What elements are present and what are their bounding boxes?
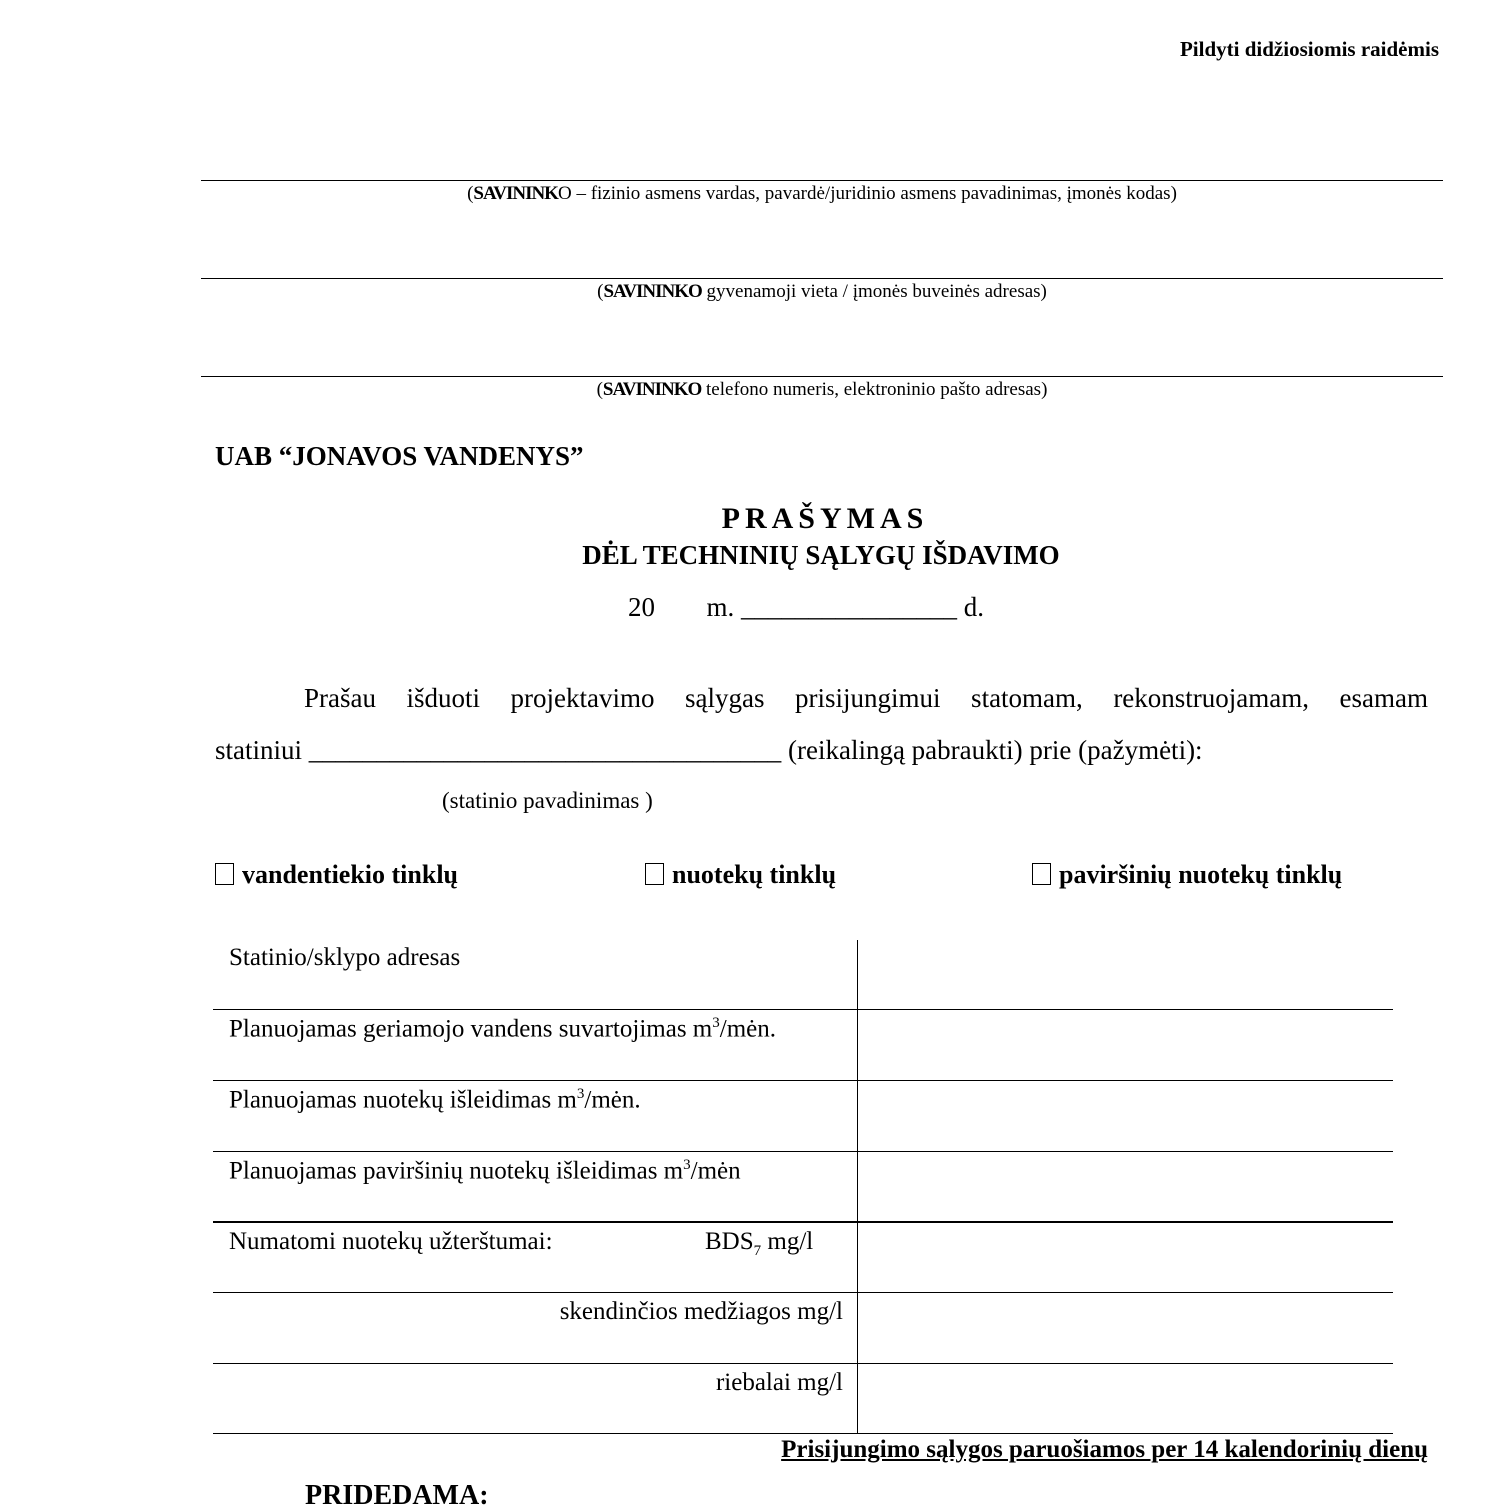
table-row-divider: [213, 1363, 1393, 1364]
label-unit: /mėn: [690, 1157, 741, 1185]
checkbox-icon[interactable]: [645, 863, 664, 885]
owner-contact-caption: [201, 379, 1443, 401]
label-unit: /mėn.: [584, 1086, 641, 1114]
table-value-cell[interactable]: [860, 1082, 1390, 1150]
checkbox-surface-wastewater[interactable]: [1032, 860, 1342, 890]
paren: (: [596, 379, 603, 400]
owner-address-caption: [201, 281, 1443, 303]
date-day-blank[interactable]: ________________: [741, 592, 958, 622]
attachments-heading: PRIDEDAMA:: [305, 1480, 489, 1511]
checkbox-water-supply[interactable]: [215, 860, 458, 890]
table-row-divider: [213, 1292, 1393, 1293]
label-text: Planuojamas nuotekų išleidimas m: [229, 1086, 577, 1114]
document-title: PRAŠYMAS: [721, 502, 929, 535]
table-row-label: [229, 1157, 741, 1185]
label-sup: 3: [712, 1015, 720, 1031]
request-paragraph-line2: statiniui ___________________________________ (reikalingą pabraukti) prie (pažymėti):: [215, 735, 1203, 765]
checkbox-label: paviršinių nuotekų tinklų: [1059, 860, 1343, 889]
paren: (: [597, 281, 604, 302]
date-month-label: m.: [706, 592, 735, 622]
footer-note: Prisijungimo sąlygos paruošiamos per 14 kalendorinių dienų: [781, 1436, 1428, 1463]
header-note: Pildyti didžiosiomis raidėmis: [1179, 37, 1439, 61]
table-value-cell[interactable]: [860, 1294, 1390, 1362]
table-row-divider: [213, 1433, 1393, 1434]
table-row-label: [229, 1015, 776, 1043]
table-row-divider: [213, 1221, 1393, 1223]
owner-name-line[interactable]: [201, 180, 1443, 181]
paren: (: [467, 183, 474, 204]
table-row-divider: [213, 1151, 1393, 1152]
checkbox-icon[interactable]: [215, 863, 234, 885]
caption-text: O – fizinio asmens vardas, pavardė/juridinio asmens pavadinimas, įmonės kodas): [557, 183, 1177, 204]
date-line: [628, 592, 984, 623]
date-year-prefix[interactable]: 20: [628, 592, 655, 622]
document-subtitle: DĖL TECHNINIŲ SĄLYGŲ IŠDAVIMO: [582, 540, 1060, 570]
table-row-divider: [213, 1080, 1393, 1081]
owner-address-line[interactable]: [201, 278, 1443, 279]
caption-text: telefono numeris, elektroninio pašto adresas): [701, 379, 1048, 400]
owner-contact-line[interactable]: [201, 376, 1443, 377]
checkbox-label: nuotekų tinklų: [672, 860, 837, 889]
building-name-caption: (statinio pavadinimas ): [442, 788, 653, 813]
table-row-label: skendinčios medžiagos mg/l: [559, 1298, 843, 1325]
table-column-divider: [857, 940, 858, 1434]
date-day-label: d.: [963, 592, 985, 622]
owner-name-caption: [201, 183, 1443, 205]
table-row-label: Statinio/sklypo adresas: [229, 944, 461, 971]
label-text: Planuojamas paviršinių nuotekų išleidimas m: [229, 1157, 684, 1185]
caption-bold: SAVININKO: [603, 281, 702, 302]
table-row-label: riebalai mg/l: [715, 1369, 843, 1396]
table-value-cell[interactable]: [860, 1224, 1390, 1291]
label-unit: /mėn.: [719, 1015, 776, 1043]
table-value-cell[interactable]: [860, 1153, 1390, 1220]
checkbox-label: vandentiekio tinklų: [242, 860, 459, 889]
checkbox-icon[interactable]: [1032, 863, 1051, 885]
caption-text: gyvenamoji vieta / įmonės buveinės adresas): [701, 281, 1047, 302]
caption-bold: SAVININK: [473, 183, 558, 204]
request-paragraph-line1: Prašau išduoti projektavimo sąlygas prisijungimui statomam, rekonstruojamam, esamam: [304, 683, 1428, 713]
table-value-cell[interactable]: [860, 940, 1390, 1008]
label-sup: 3: [683, 1157, 691, 1173]
table-value-cell[interactable]: [860, 1365, 1390, 1432]
table-row-label: [229, 1086, 641, 1114]
caption-bold: SAVININKO: [602, 379, 702, 400]
table-value-cell[interactable]: [860, 1011, 1390, 1079]
table-row-sublabel: [705, 1228, 813, 1260]
label-sup: 3: [576, 1086, 585, 1102]
table-row-divider: [213, 1009, 1393, 1010]
table-row-label: Numatomi nuotekų užterštumai:: [229, 1228, 553, 1255]
bds-unit: mg/l: [761, 1228, 814, 1255]
checkbox-wastewater[interactable]: [645, 860, 836, 890]
recipient: UAB “JONAVOS VANDENYS”: [215, 441, 584, 471]
bds-sub: 7: [753, 1243, 762, 1259]
label-text: Planuojamas geriamojo vandens suvartojimas m: [229, 1015, 713, 1043]
bds-label: BDS: [705, 1228, 754, 1255]
